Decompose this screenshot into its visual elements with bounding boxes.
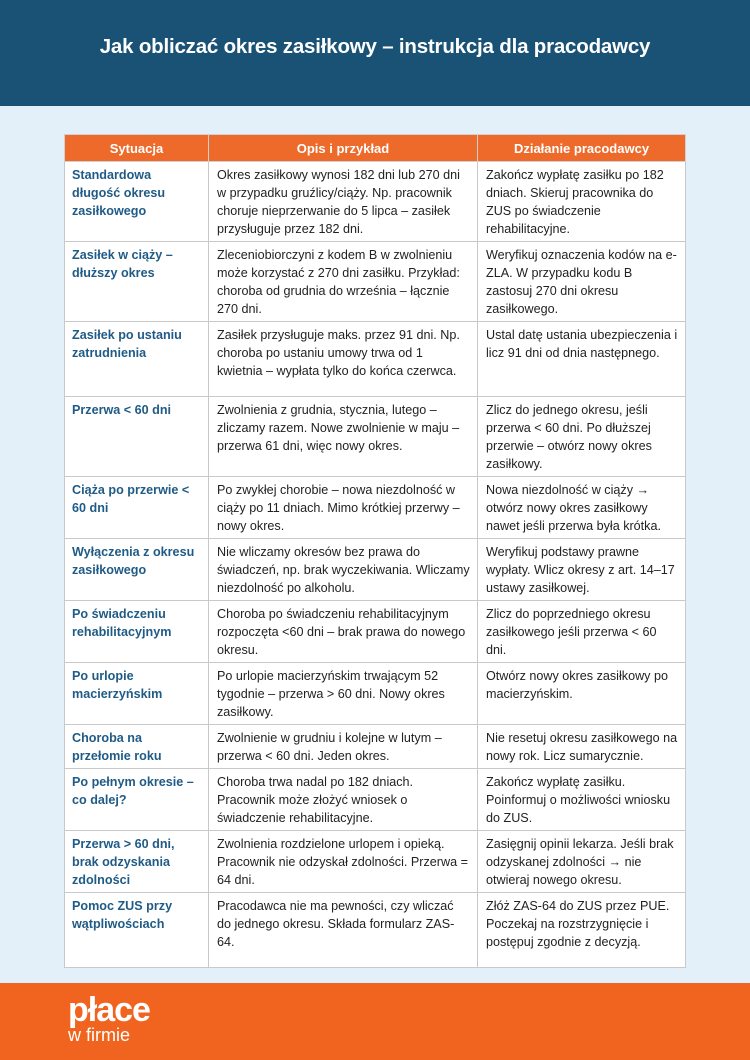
table-row	[65, 477, 686, 539]
situation-cell: Ciąża po przerwie < 60 dni	[65, 477, 209, 539]
situation-cell: Zasiłek po ustaniu zatrudnienia	[65, 322, 209, 397]
description-cell: Pracodawca nie ma pewności, czy wliczać do jednego okresu. Składa formularz ZAS-64.	[209, 893, 478, 968]
situation-cell: Wyłączenia z okresu zasiłkowego	[65, 539, 209, 601]
situation-cell: Po świadczeniu rehabilitacyjnym	[65, 601, 209, 663]
logo-line-2: w firmie	[68, 1025, 130, 1045]
action-cell: Weryfikuj oznaczenia kodów na e-ZLA. W przypadku kodu B zastosuj 270 dni okresu zasiłkowego.	[478, 242, 686, 322]
action-cell: Nowa niezdolność w ciąży → otwórz nowy okres zasiłkowy nawet jeśli przerwa była krótka.	[478, 477, 686, 539]
logo-line-1: płace	[68, 991, 150, 1029]
column-header-situation: Sytuacja	[65, 135, 209, 162]
brand-logo	[68, 991, 150, 1045]
description-cell: Zwolnienia rozdzielone urlopem i opieką. Pracownik nie odzyskał zdolności. Przerwa = 64 dni.	[209, 831, 478, 893]
situation-cell: Pomoc ZUS przy wątpliwościach	[65, 893, 209, 968]
page-title: Jak obliczać okres zasiłkowy – instrukcja dla pracodawcy	[99, 35, 651, 58]
situation-cell: Przerwa < 60 dni	[65, 397, 209, 477]
table-row	[65, 539, 686, 601]
situation-cell: Standardowa długość okresu zasiłkowego	[65, 162, 209, 242]
action-cell: Weryfikuj podstawy prawne wypłaty. Wlicz okresy z art. 14–17 ustawy zasiłkowej.	[478, 539, 686, 601]
table-row	[65, 601, 686, 663]
table-row	[65, 769, 686, 831]
action-cell: Zakończ wypłatę zasiłku. Poinformuj o możliwości wniosku do ZUS.	[478, 769, 686, 831]
table-row	[65, 663, 686, 725]
action-cell: Ustal datę ustania ubezpieczenia i licz 91 dni od dnia następnego.	[478, 322, 686, 397]
situation-cell: Po urlopie macierzyńskim	[65, 663, 209, 725]
table-row	[65, 322, 686, 397]
column-header-action: Działanie pracodawcy	[478, 135, 686, 162]
table-header-row	[65, 135, 686, 162]
situation-cell: Choroba na przełomie roku	[65, 725, 209, 769]
description-cell: Zwolnienia z grudnia, stycznia, lutego – zliczamy razem. Nowe zwolnienie w maju – przerwa 61 dni, więc nowy okres.	[209, 397, 478, 477]
action-cell: Zakończ wypłatę zasiłku po 182 dniach. Skieruj pracownika do ZUS po świadczenie rehabilitacyjne.	[478, 162, 686, 242]
description-cell: Nie wliczamy okresów bez prawa do świadczeń, np. brak wyczekiwania. Wliczamy niezdolność po alkoholu.	[209, 539, 478, 601]
situation-cell: Po pełnym okresie – co dalej?	[65, 769, 209, 831]
description-cell: Okres zasiłkowy wynosi 182 dni lub 270 dni w przypadku gruźlicy/ciąży. Np. pracownik choruje nieprzerwanie do 5 lipca – zasiłek przysługuje przez 182 dni.	[209, 162, 478, 242]
table-row	[65, 162, 686, 242]
table-row	[65, 893, 686, 968]
action-cell: Zlicz do poprzedniego okresu zasiłkowego jeśli przerwa < 60 dni.	[478, 601, 686, 663]
table-row	[65, 242, 686, 322]
action-cell: Zasięgnij opinii lekarza. Jeśli brak odzyskanej zdolności → nie otwieraj nowego okresu.	[478, 831, 686, 893]
description-cell: Po zwykłej chorobie – nowa niezdolność w ciąży po 11 dniach. Mimo krótkiej przerwy – nowy okres.	[209, 477, 478, 539]
action-cell: Zlicz do jednego okresu, jeśli przerwa < 60 dni. Po dłuższej przerwie – otwórz nowy okres zasiłkowy.	[478, 397, 686, 477]
action-cell: Nie resetuj okresu zasiłkowego na nowy rok. Licz sumarycznie.	[478, 725, 686, 769]
table-row	[65, 725, 686, 769]
column-header-description: Opis i przykład	[209, 135, 478, 162]
description-cell: Choroba po świadczeniu rehabilitacyjnym rozpoczęta <60 dni – brak prawa do nowego okresu.	[209, 601, 478, 663]
instruction-table	[64, 134, 686, 968]
situation-cell: Przerwa > 60 dni, brak odzyskania zdolności	[65, 831, 209, 893]
action-cell: Złóż ZAS-64 do ZUS przez PUE. Poczekaj na rozstrzygnięcie i postępuj zgodnie z decyzją.	[478, 893, 686, 968]
description-cell: Zwolnienie w grudniu i kolejne w lutym – przerwa < 60 dni. Jeden okres.	[209, 725, 478, 769]
situation-cell: Zasiłek w ciąży – dłuższy okres	[65, 242, 209, 322]
page-header	[0, 0, 750, 106]
description-cell: Zleceniobiorczyni z kodem B w zwolnieniu może korzystać z 270 dni zasiłku. Przykład: choroba od grudnia do września – łącznie 270 dni.	[209, 242, 478, 322]
instruction-table-container	[64, 134, 685, 968]
page-footer	[0, 983, 750, 1060]
action-cell: Otwórz nowy okres zasiłkowy po macierzyńskim.	[478, 663, 686, 725]
description-cell: Zasiłek przysługuje maks. przez 91 dni. Np. choroba po ustaniu umowy trwa od 1 kwietnia – wypłata tylko do końca czerwca.	[209, 322, 478, 397]
table-row	[65, 397, 686, 477]
description-cell: Po urlopie macierzyńskim trwającym 52 tygodnie – przerwa > 60 dni. Nowy okres zasiłkowy.	[209, 663, 478, 725]
table-row	[65, 831, 686, 893]
description-cell: Choroba trwa nadal po 182 dniach. Pracownik może złożyć wniosek o świadczenie rehabilitacyjne.	[209, 769, 478, 831]
